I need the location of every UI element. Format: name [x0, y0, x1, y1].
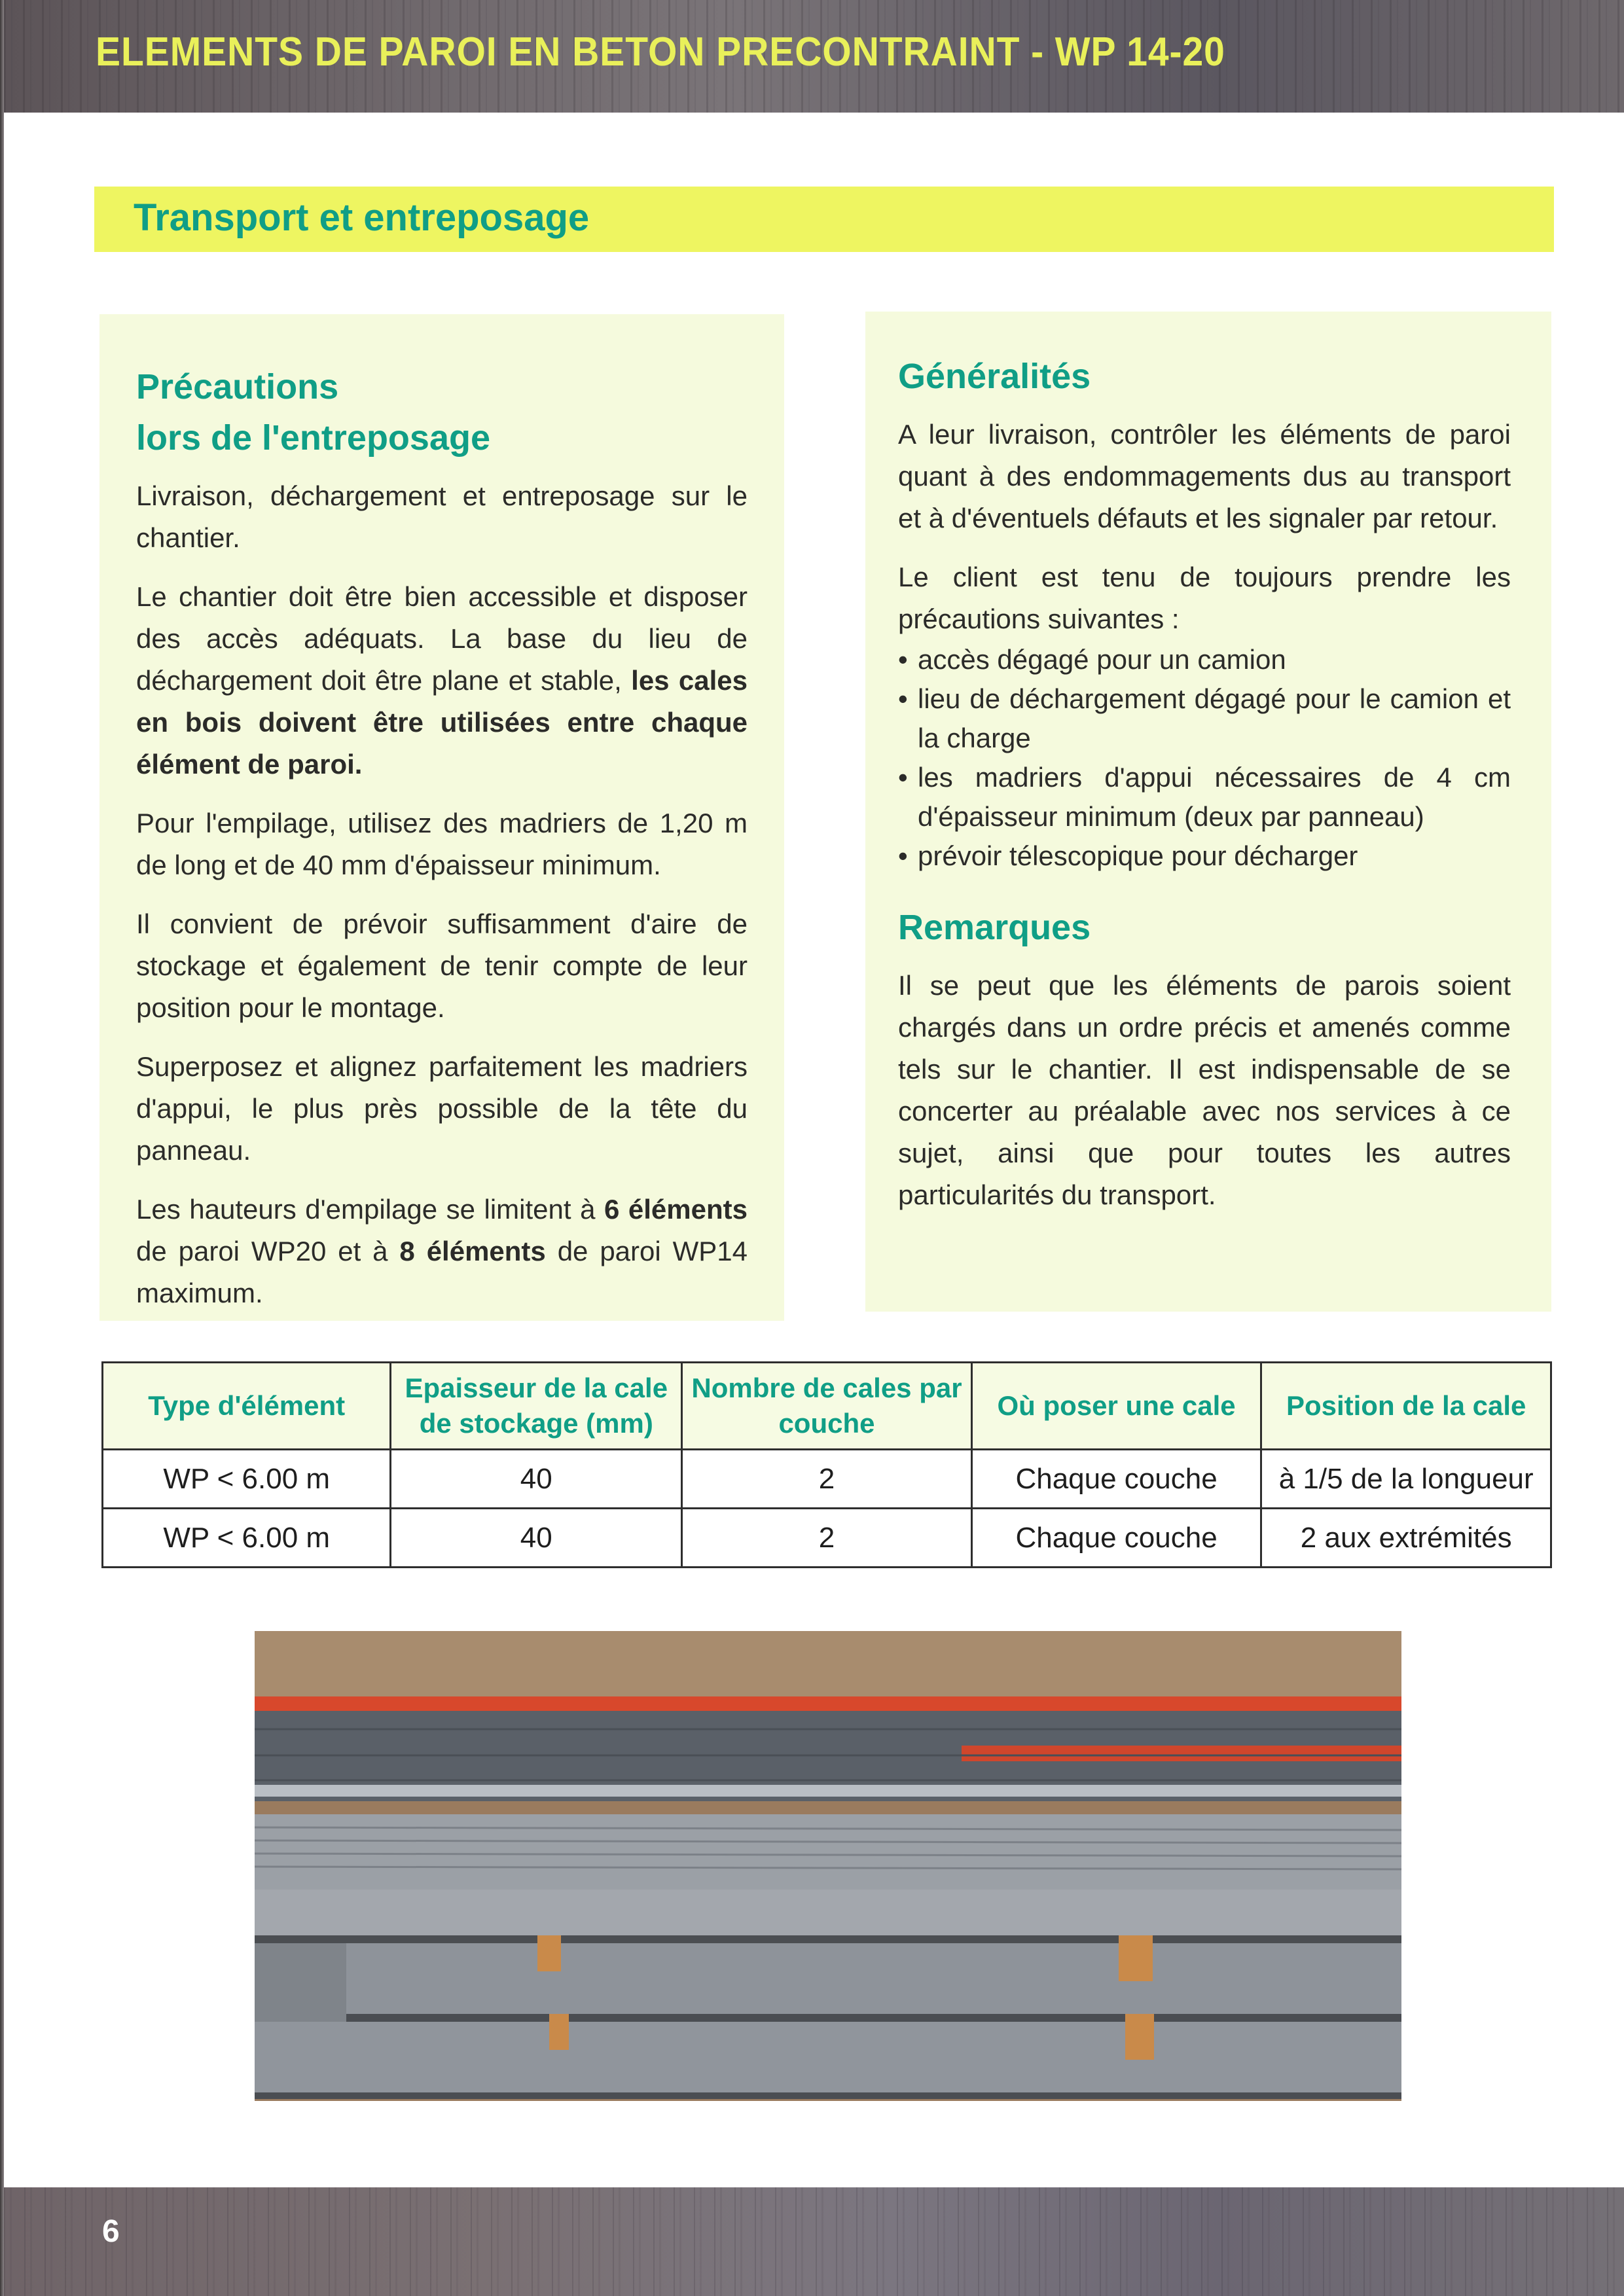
table-cell: Chaque couche	[971, 1450, 1261, 1509]
column-header-position: Position de la cale	[1261, 1363, 1551, 1450]
heading-line-1: Précautions	[136, 367, 339, 406]
table-cell: Chaque couche	[971, 1509, 1261, 1568]
text-bold: 6 éléments	[604, 1194, 748, 1225]
text-bold-end: .	[354, 749, 363, 780]
table-row	[103, 1509, 1551, 1568]
table-cell: 40	[391, 1509, 682, 1568]
paragraph-stacking-beams: Pour l'empilage, utilisez des madriers de 1,20 m de long et de 40 mm d'épaisseur minimum.	[136, 808, 748, 880]
table-header-row	[103, 1363, 1551, 1450]
general-heading: Généralités	[898, 357, 1091, 396]
list-item	[898, 679, 1511, 758]
table-cell: 2	[682, 1509, 972, 1568]
precautions-list	[898, 640, 1511, 876]
table-cell: 40	[391, 1450, 682, 1509]
table-cell: WP < 6.00 m	[103, 1509, 391, 1568]
bullet-icon: •	[898, 840, 908, 871]
section-band	[94, 187, 1554, 252]
table-row	[103, 1450, 1551, 1509]
paragraph-align-beams: Superposez et alignez parfaitement les madriers d'appui, le plus près possible de la tête du panneau.	[136, 1051, 748, 1166]
text-bold: les cales en bois doivent être utilisées entre chaque élément de paroi	[136, 665, 748, 780]
footer-band	[4, 2187, 1624, 2296]
paragraph-remarks: Il se peut que les éléments de parois soient chargés dans un ordre précis et amenés comme tels sur le chantier. Il est indispensable de se concerter au préalable avec nos services à ce sujet, ainsi que pour toutes les autres particularités du transport.	[898, 970, 1511, 1210]
photo-illustration	[255, 1631, 1401, 2101]
text-normal: Le chantier doit être bien accessible et disposer des accès adéquats. La base du lieu de déchargement doit être plane et stable,	[136, 581, 748, 696]
column-header-type: Type d'élément	[103, 1363, 391, 1450]
general-remarks-panel	[865, 312, 1551, 1312]
paragraph-client-precautions: Le client est tenu de toujours prendre les précautions suivantes :	[898, 562, 1511, 634]
column-header-thickness: Epaisseur de la cale de stockage (mm)	[391, 1363, 682, 1450]
storage-table	[101, 1361, 1552, 1568]
list-item-text: les madriers d'appui nécessaires de 4 cm d'épaisseur minimum (deux par panneau)	[918, 762, 1511, 832]
list-item	[898, 836, 1511, 876]
list-item-text: prévoir télescopique pour décharger	[918, 840, 1358, 871]
table-cell: 2 aux extrémités	[1261, 1509, 1551, 1568]
stacked-panels-photo	[255, 1631, 1401, 2101]
header-band	[4, 0, 1624, 113]
storage-precautions-panel	[99, 314, 784, 1321]
list-item-text: lieu de déchargement dégagé pour le camion et la charge	[918, 683, 1511, 753]
list-item-text: accès dégagé pour un camion	[918, 644, 1286, 675]
precautions-heading	[136, 361, 748, 463]
table-cell: 2	[682, 1450, 972, 1509]
text-normal: de paroi WP20 et à	[136, 1236, 400, 1266]
column-header-where: Où poser une cale	[971, 1363, 1261, 1450]
list-item	[898, 640, 1511, 679]
text-bold: 8 éléments	[399, 1236, 546, 1266]
paragraph-storage-area: Il convient de prévoir suffisamment d'aire de stockage et également de tenir compte de leur position pour le montage.	[136, 908, 748, 1023]
section-title: Transport et entreposage	[134, 196, 590, 239]
paragraph-site-access	[136, 576, 748, 785]
text-normal: de paroi WP14 maximum.	[136, 1236, 748, 1308]
page-number: 6	[102, 2214, 120, 2249]
bullet-icon: •	[898, 644, 908, 675]
text-normal: Les hauteurs d'empilage se limitent à	[136, 1194, 604, 1225]
paragraph-delivery: Livraison, déchargement et entreposage sur le chantier.	[136, 480, 748, 553]
document-title: ELEMENTS DE PAROI EN BETON PRECONTRAINT - WP 14-20	[96, 29, 1225, 75]
bullet-icon: •	[898, 762, 908, 793]
page-edge	[0, 0, 4, 2296]
paragraph-stack-limits	[136, 1189, 748, 1314]
heading-line-2: lors de l'entreposage	[136, 418, 491, 457]
bullet-icon: •	[898, 683, 908, 714]
column-header-count: Nombre de cales par couche	[682, 1363, 972, 1450]
table-cell: à 1/5 de la longueur	[1261, 1450, 1551, 1509]
table-cell: WP < 6.00 m	[103, 1450, 391, 1509]
paragraph-delivery-check: A leur livraison, contrôler les éléments de paroi quant à des endommagements dus au transport et à d'éventuels défauts et les signaler par retour.	[898, 419, 1511, 533]
list-item	[898, 758, 1511, 836]
remarks-heading: Remarques	[898, 908, 1091, 947]
